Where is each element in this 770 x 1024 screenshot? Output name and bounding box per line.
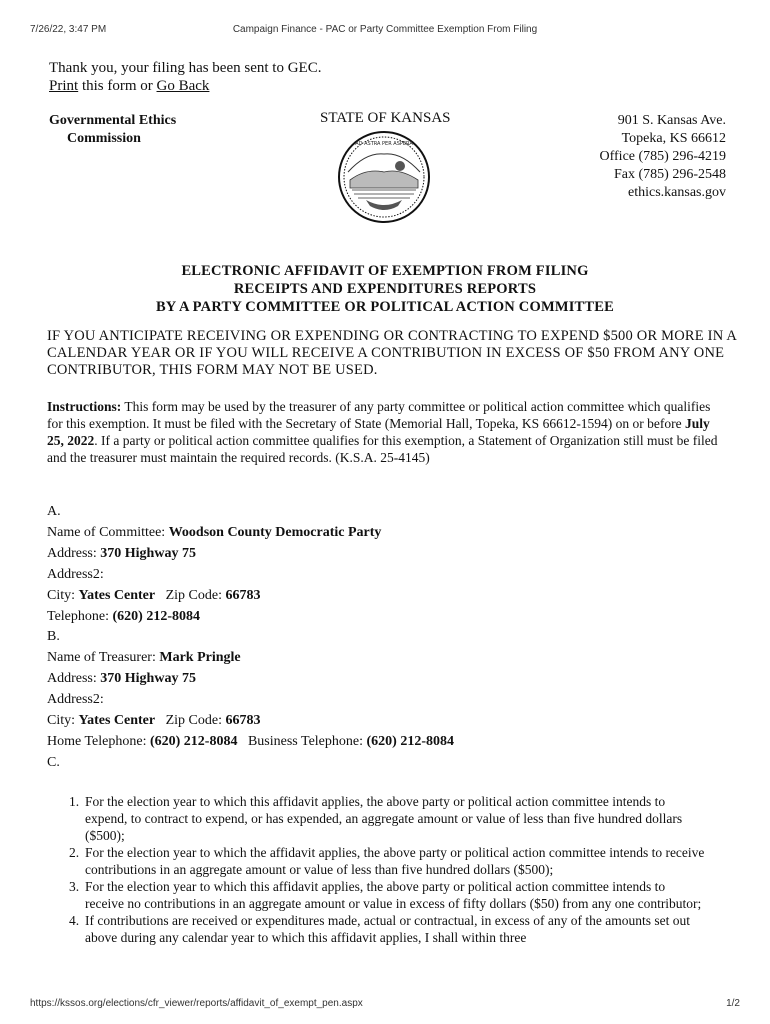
kansas-seal-icon <box>336 130 432 224</box>
treasurer-city-row <box>47 711 454 732</box>
confirmation-block <box>49 59 321 95</box>
form-title-line2: RECEIPTS AND EXPENDITURES REPORTS <box>233 281 537 297</box>
committee-name-value: Woodson County Democratic Party <box>168 524 382 540</box>
treasurer-business-phone-value: (620) 212-8084 <box>366 733 454 749</box>
address-website: ethics.kansas.gov <box>628 185 726 200</box>
agency-name-line2: Commission <box>67 131 141 146</box>
committee-name-row <box>47 523 454 544</box>
print-page-url: https://kssos.org/elections/cfr_viewer/reports/affidavit_of_exempt_pen.aspx <box>30 998 363 1009</box>
committee-phone-value: (620) 212-8084 <box>112 608 200 624</box>
section-b-marker: B. <box>47 629 60 645</box>
print-page-number: 1/2 <box>726 998 740 1009</box>
condition-number: 3. <box>69 879 80 894</box>
committee-address2-label: Address2: <box>47 566 104 582</box>
treasurer-home-phone-label: Home Telephone: <box>47 733 147 749</box>
committee-address-value: 370 Highway 75 <box>100 545 196 561</box>
go-back-link[interactable]: Go Back <box>156 78 210 94</box>
section-a-marker: A. <box>47 504 61 519</box>
condition-text: For the election year to which the affidavit applies, the above party or political action committee intends to receive contributions in an aggregate amount or value of less than five hundred dollars ($500); <box>85 845 705 877</box>
state-label: STATE OF KANSAS <box>320 110 451 126</box>
condition-number: 2. <box>69 845 80 860</box>
committee-details <box>47 502 454 774</box>
treasurer-zip-label: Zip Code: <box>165 713 222 729</box>
instructions-text2: . If a party or political action committee qualifies for this exemption, a Statement of Organization still must be filed and the treasurer must maintain the required records. (K.S.A. 25-4145) <box>47 433 718 465</box>
treasurer-phone-row <box>47 732 454 753</box>
print-link[interactable]: Print <box>49 78 79 94</box>
committee-address-row <box>47 544 454 565</box>
committee-city-label: City: <box>47 587 76 603</box>
usage-warning: IF YOU ANTICIPATE RECEIVING OR EXPENDING OR CONTRACTING TO EXPEND $500 OR MORE IN A CALENDAR YEAR OR IF YOU WILL RECEIVE A CONTRIBUTION IN EXCESS OF $50 FROM ANY ONE CONTRIBUTOR, THIS FORM MAY NOT BE USED. <box>47 328 737 378</box>
committee-address2-row <box>47 565 454 586</box>
seal-motto-text: AD ASTRA PER ASPERA <box>355 141 413 147</box>
committee-phone-label: Telephone: <box>47 608 109 624</box>
treasurer-address-row <box>47 669 454 690</box>
filing-deadline: July 25, 2022 <box>47 416 710 448</box>
print-page-title: Campaign Finance - PAC or Party Committee Exemption From Filing <box>232 24 538 35</box>
treasurer-name-label: Name of Treasurer: <box>47 650 156 666</box>
treasurer-address-label: Address: <box>47 671 97 687</box>
confirmation-middle-text: this form or <box>81 78 153 94</box>
condition-text: If contributions are received or expenditures made, actual or contractual, in excess of any of the amounts set out above during any calendar year to which this affidavit applies, I shall within three <box>85 913 691 945</box>
treasurer-name-value: Mark Pringle <box>159 650 241 666</box>
treasurer-address2-label: Address2: <box>47 692 104 708</box>
form-title-line3: BY A PARTY COMMITTEE OR POLITICAL ACTION COMMITTEE <box>155 299 615 315</box>
condition-item <box>47 878 707 912</box>
address-city: Topeka, KS 66612 <box>621 131 726 146</box>
address-office-phone: Office (785) 296-4219 <box>599 149 726 164</box>
committee-zip-label: Zip Code: <box>165 587 222 603</box>
treasurer-city-label: City: <box>47 713 76 729</box>
instructions-label: Instructions: <box>47 399 122 414</box>
form-title <box>0 262 770 316</box>
treasurer-zip-value: 66783 <box>225 713 261 729</box>
condition-text: For the election year to which this affidavit applies, the above party or political action committee intends to expend, to contract to expend, or has expended, an aggregate amount or value of less than five hundred dollars ($500); <box>85 794 683 843</box>
affidavit-conditions-list <box>47 793 707 946</box>
condition-text: For the election year to which this affidavit applies, the above party or political action committee intends to receive no contributions in an aggregate amount or value in excess of fifty dollars ($50) from any one contributor; <box>85 879 702 911</box>
condition-item <box>47 844 707 878</box>
committee-phone-row <box>47 607 454 628</box>
instructions <box>47 398 723 466</box>
committee-city-row <box>47 586 454 607</box>
treasurer-city-value: Yates Center <box>78 713 156 729</box>
agency-name-line1: Governmental Ethics <box>49 113 177 128</box>
confirmation-actions <box>49 77 321 95</box>
print-datetime: 7/26/22, 3:47 PM <box>30 24 107 35</box>
address-street: 901 S. Kansas Ave. <box>617 113 726 128</box>
section-c-marker: C. <box>47 754 60 770</box>
condition-item <box>47 793 707 844</box>
treasurer-name-row <box>47 648 454 669</box>
condition-number: 1. <box>69 794 80 809</box>
form-title-line1: ELECTRONIC AFFIDAVIT OF EXEMPTION FROM FILING <box>181 263 589 279</box>
treasurer-address-value: 370 Highway 75 <box>100 671 196 687</box>
agency-name <box>49 112 176 148</box>
treasurer-business-phone-label: Business Telephone: <box>247 733 363 749</box>
address-fax: Fax (785) 296-2548 <box>614 167 726 182</box>
agency-address <box>600 112 727 202</box>
condition-number: 4. <box>69 913 80 928</box>
committee-address-label: Address: <box>47 545 97 561</box>
treasurer-home-phone-value: (620) 212-8084 <box>149 733 238 749</box>
condition-item <box>47 912 707 946</box>
treasurer-address2-row <box>47 690 454 711</box>
committee-zip-value: 66783 <box>225 587 261 603</box>
committee-city-value: Yates Center <box>78 587 156 603</box>
committee-name-label: Name of Committee: <box>47 524 166 540</box>
confirmation-message: Thank you, your filing has been sent to GEC. <box>49 60 322 76</box>
instructions-text1: This form may be used by the treasurer of any party committee or political action committee which qualifies for this exemption. It must be filed with the Secretary of State (Memorial Hall, Topeka, KS 66612-1594) on or before <box>47 399 711 431</box>
